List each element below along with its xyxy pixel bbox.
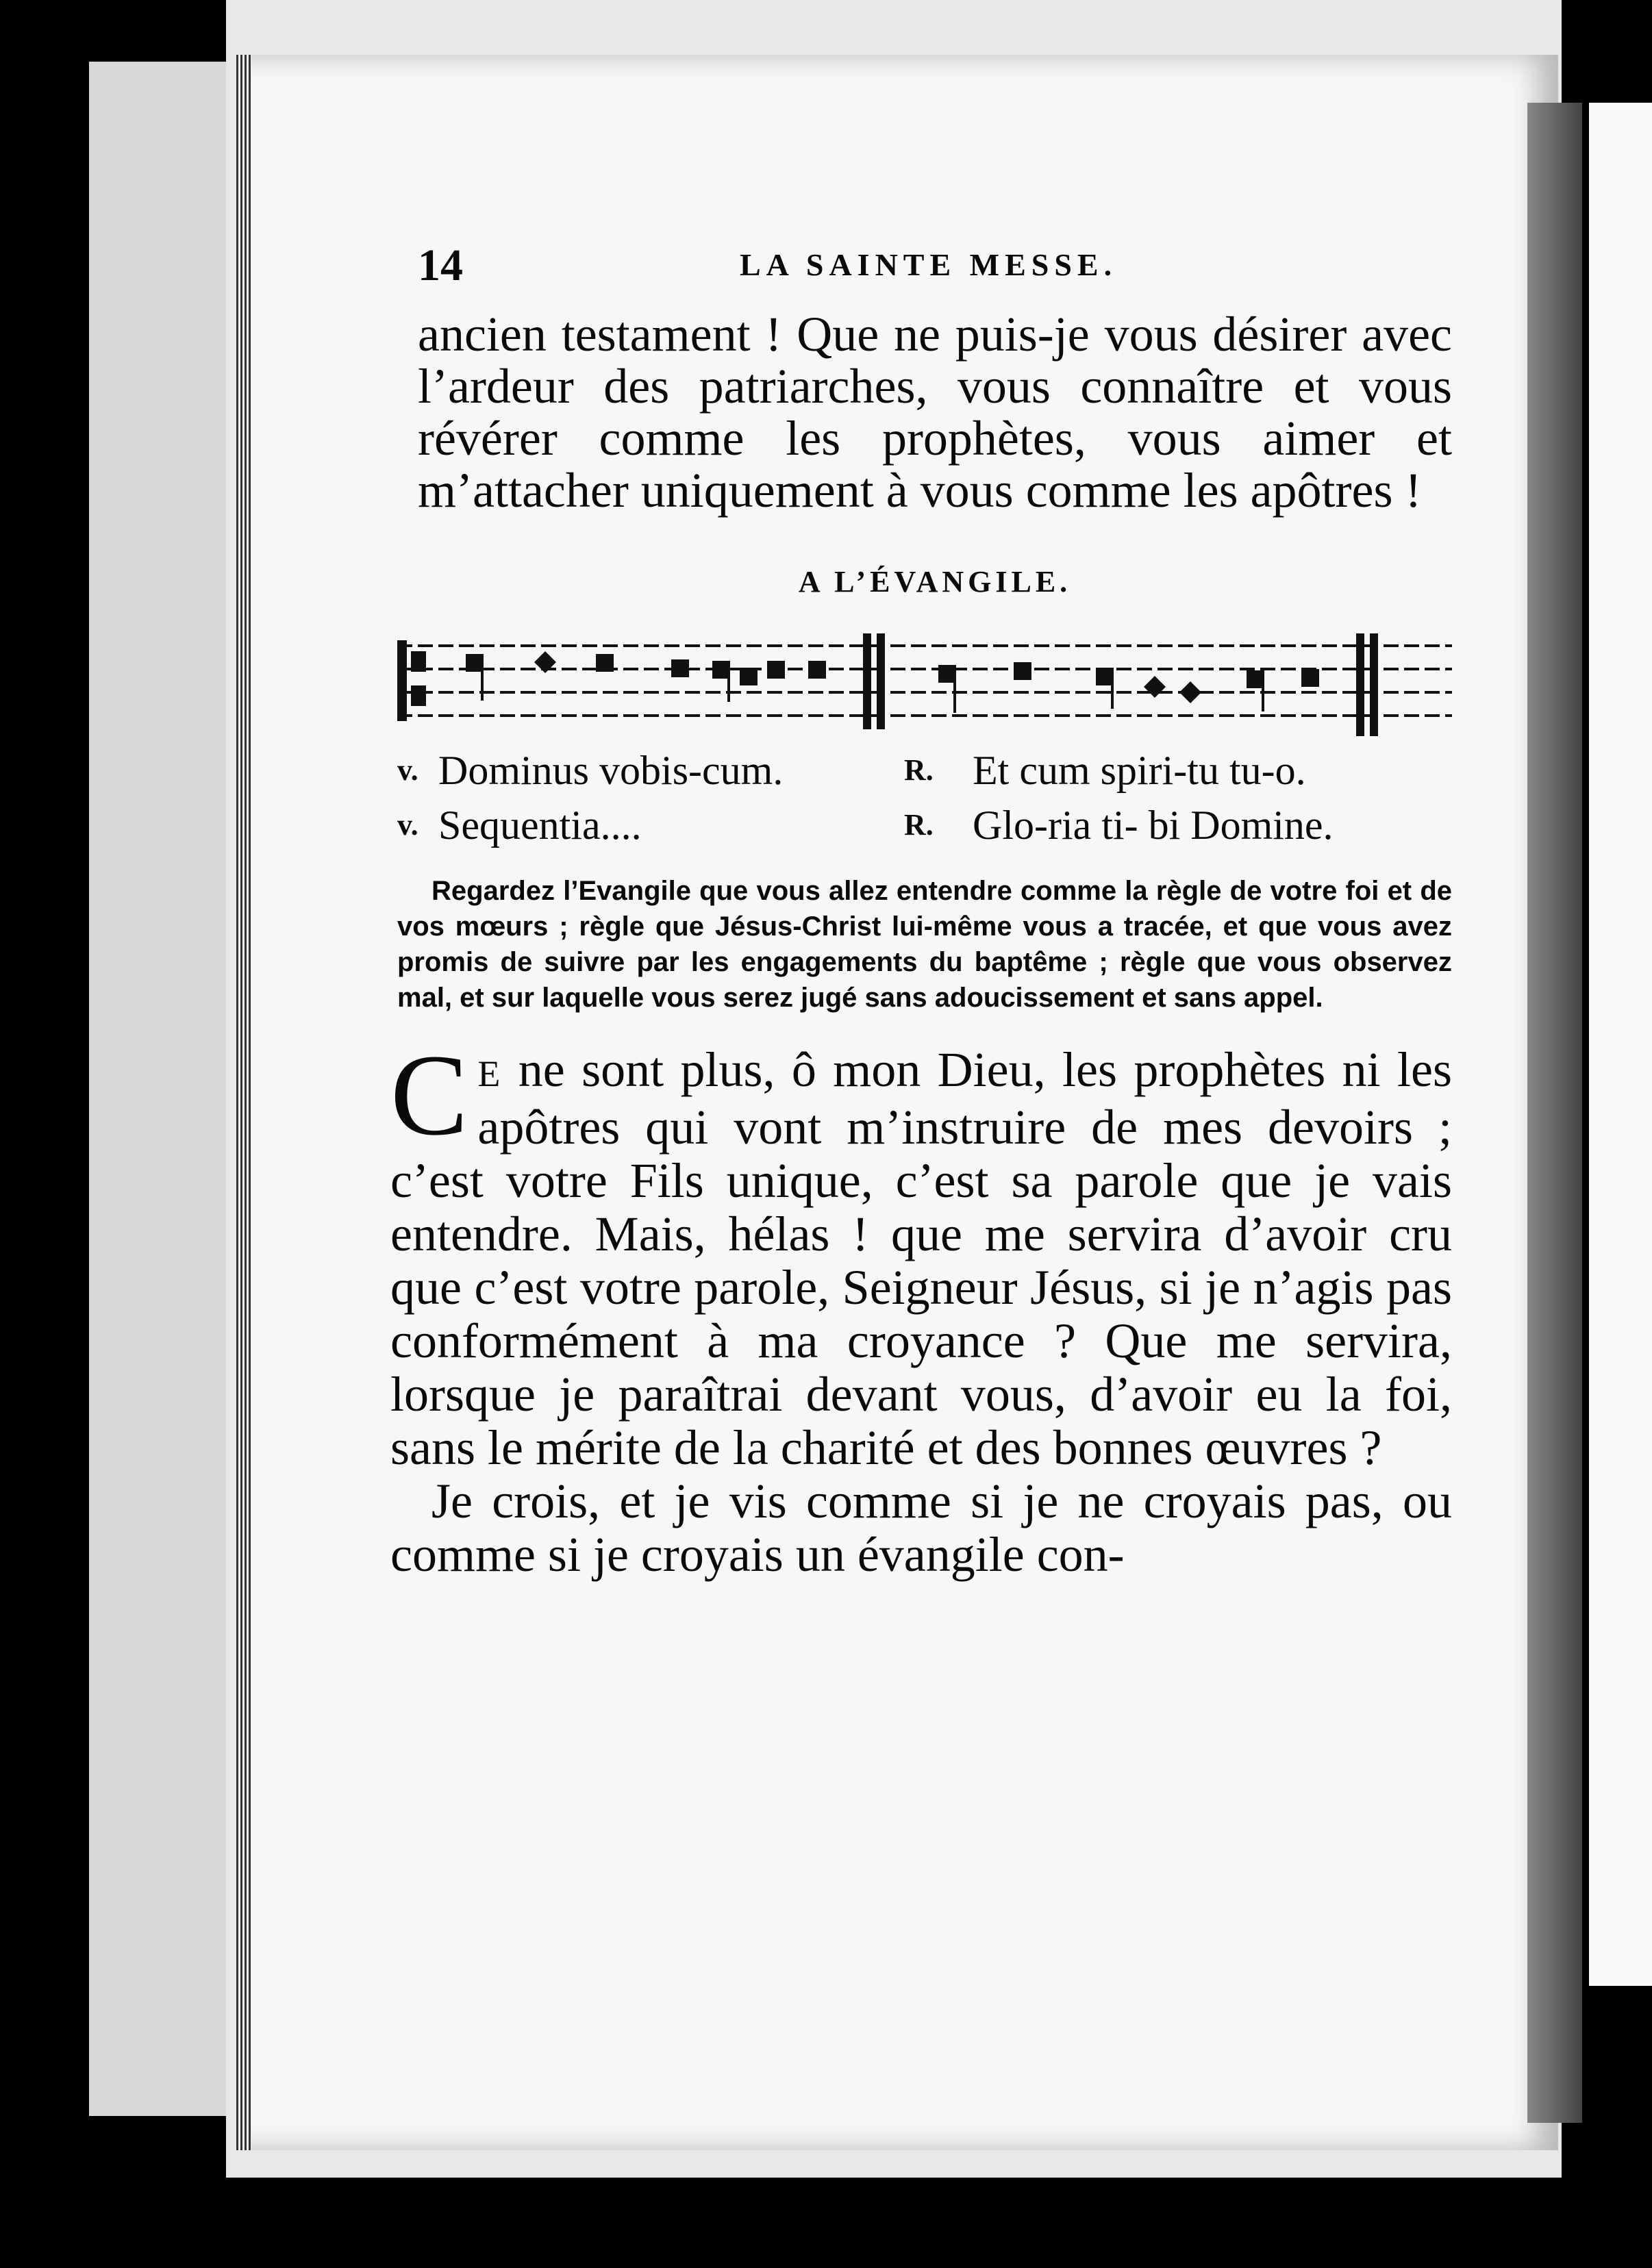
chant-note — [1301, 669, 1319, 687]
running-title: LA SAINTE MESSE. — [740, 247, 1118, 282]
double-bar — [863, 633, 871, 729]
drop-cap: C — [390, 1031, 468, 1159]
chant-rhombus — [1144, 676, 1166, 698]
meditation-paragraph — [390, 1031, 1452, 1475]
note-stem — [727, 661, 730, 702]
double-bar — [1356, 633, 1364, 736]
meditation-paragraph: Je crois, et je vis comme si je ne croyais pas, ou comme si je croyais un évangile con- — [390, 1474, 1452, 1582]
chant-note — [740, 668, 758, 685]
versicle-text: Sequentia.... — [438, 803, 642, 848]
clef-mark — [397, 640, 407, 721]
chant-note — [808, 661, 826, 679]
section-title: A L’ÉVANGILE. — [798, 565, 1072, 598]
response-text: Glo-ria ti- bi Domine. — [973, 803, 1334, 848]
opening-paragraph: ancien testament ! Que ne puis-je vous désirer avec l’ardeur des patriarches, vous connaître et vous révérer comme les prophètes, vous aimer et m’attacher uniquement à vous comme les apôtres ! — [418, 307, 1452, 518]
paragraph-text: ne sont plus, ô mon Dieu, les prophètes ni les apôtres qui vont m’instruire de mes devoirs ; c’est votre Fils unique, c’est sa parole que je vais entendre. Mais, hélas ! que me servira d’avoir cru que c’est votre parole, Seigneur Jésus, si je n’agis pas conformément à ma croyance ? Que me servira, lorsque je paraîtrai devant vous, d’avoir eu la foi, sans le mérite de la charité et des bonnes œuvres ? — [390, 1042, 1452, 1475]
note-stem — [1111, 668, 1114, 709]
versicle-text: Dominus vobis-cum. — [438, 748, 784, 793]
double-bar — [1370, 633, 1378, 736]
clef-mark — [411, 685, 426, 706]
page-number: 14 — [418, 240, 463, 290]
running-head — [370, 226, 1452, 308]
facing-page-strip — [1589, 103, 1652, 1986]
response-mark: R. — [904, 808, 934, 842]
versicle-mark: v. — [397, 753, 418, 787]
note-stem — [953, 665, 956, 713]
chant-note — [767, 661, 785, 679]
meditation-text — [390, 1031, 1452, 1582]
small-caps-letter: E — [477, 1053, 502, 1094]
chant-staff — [397, 627, 1452, 743]
versicle-line — [397, 798, 1452, 853]
gutter-shadow — [1527, 103, 1582, 2123]
page-content — [370, 226, 1452, 1581]
rubric-instruction: Regardez l’Evangile que vous allez entendre comme la règle de votre foi et de vos mœurs ; règle que Jésus-Christ lui-même vous a tracée, et que vous avez promis de suivre par les engagements du baptême ; règle que vous observez mal, et sur laquelle vous serez jugé sans adoucissement et sans appel. — [397, 876, 1452, 1013]
note-stem — [1262, 670, 1264, 711]
note-stem — [481, 654, 484, 701]
chant-note — [671, 659, 689, 677]
response-mark: R. — [904, 753, 934, 787]
chant-note — [596, 654, 614, 672]
chant-notation — [397, 627, 1452, 743]
chant-rhombus — [1179, 681, 1201, 703]
versicle-mark: v. — [397, 808, 418, 842]
clef-mark — [411, 651, 426, 672]
chant-note — [1014, 662, 1031, 680]
double-bar — [877, 633, 885, 729]
versicle-line — [397, 743, 1452, 798]
response-text: Et cum spiri-tu tu-o. — [973, 748, 1306, 793]
page-binding-edge — [236, 55, 251, 2150]
